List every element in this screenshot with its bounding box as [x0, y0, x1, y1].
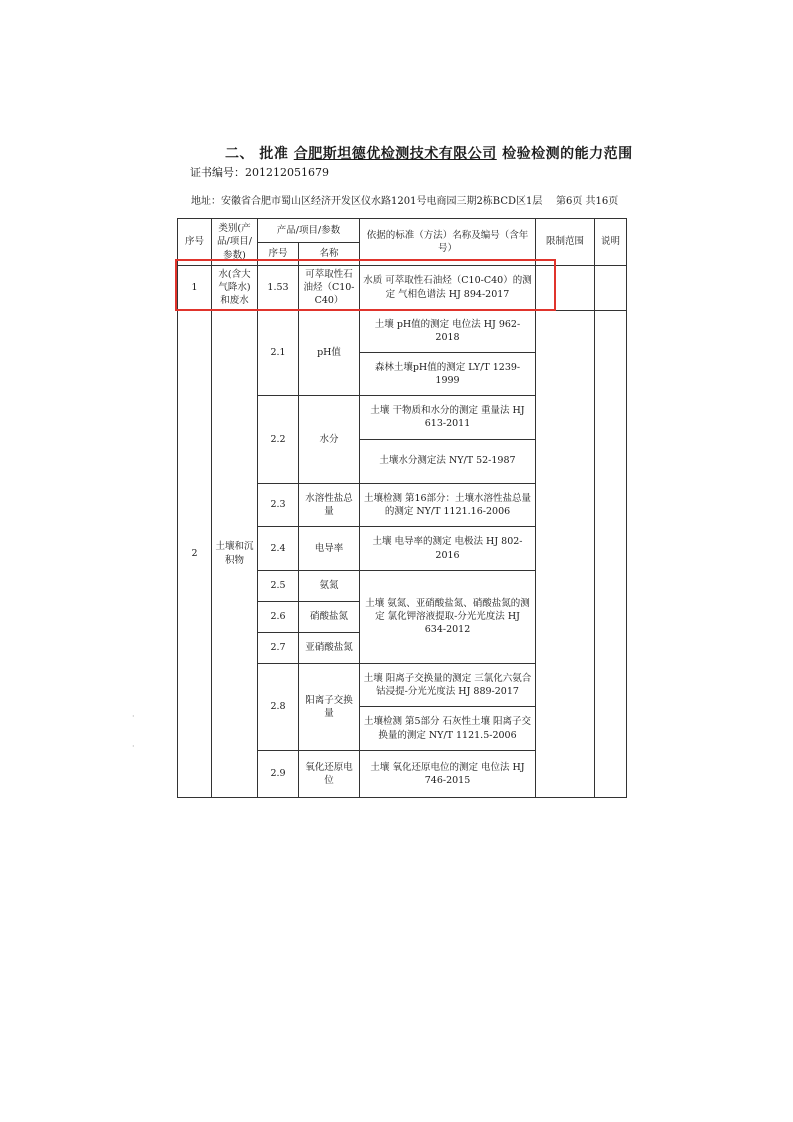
page-title: [225, 143, 633, 163]
item-no: 2.8: [258, 663, 299, 751]
col-note: 说明: [595, 219, 627, 266]
page-info: 第6页 共16页: [556, 196, 619, 207]
col-limit: 限制范围: [536, 219, 595, 266]
item-no: 2.3: [258, 483, 299, 527]
item-no: 1.53: [258, 265, 299, 310]
item-no: 2.9: [258, 751, 299, 798]
item-standard: 森林土壤pH值的测定 LY/T 1239-1999: [360, 353, 536, 396]
item-name: 电导率: [299, 527, 360, 571]
item-name: 水分: [299, 396, 360, 484]
item-no: 2.2: [258, 396, 299, 484]
group-seq: 2: [178, 310, 212, 797]
item-name: 氨氮: [299, 571, 360, 602]
item-name: 可萃取性石油烃（C10-C40）: [299, 265, 360, 310]
col-standard: 依据的标准（方法）名称及编号（含年号）: [360, 219, 536, 266]
cert-value: 201212051679: [245, 166, 329, 179]
item-name: 阳离子交换量: [299, 663, 360, 751]
title-prefix: 二、 批准: [225, 146, 289, 162]
item-standard: 水质 可萃取性石油烃（C10-C40）的测定 气相色谱法 HJ 894-2017: [360, 265, 536, 310]
item-name: 水溶性盐总量: [299, 483, 360, 527]
item-no: 2.6: [258, 601, 299, 633]
item-standard: 土壤检测 第16部分：土壤水溶性盐总量的测定 NY/T 1121.16-2006: [360, 483, 536, 527]
col-sub-seq: 序号: [258, 243, 299, 265]
group-category: 土壤和沉积物: [212, 310, 258, 797]
item-limit: [536, 310, 595, 797]
item-name: 亚硝酸盐氮: [299, 633, 360, 664]
item-name: 氧化还原电位: [299, 751, 360, 798]
item-standard: 土壤检测 第5部分 石灰性土壤 阳离子交换量的测定 NY/T 1121.5-2006: [360, 707, 536, 751]
scan-mark: ·: [132, 712, 135, 721]
company-name: 合肥斯坦德优检测技术有限公司: [293, 146, 497, 162]
item-standard: 土壤 阳离子交换量的测定 三氯化六氨合钴浸提-分光光度法 HJ 889-2017: [360, 663, 536, 707]
certificate-number: [190, 164, 329, 180]
col-sub-name: 名称: [299, 243, 360, 265]
item-name: 硝酸盐氮: [299, 601, 360, 633]
col-category: 类别(产品/项目/参数): [212, 219, 258, 266]
item-standard: 土壤 干物质和水分的测定 重量法 HJ 613-2011: [360, 396, 536, 440]
item-no: 2.5: [258, 571, 299, 602]
item-no: 2.1: [258, 310, 299, 395]
item-no: 2.7: [258, 633, 299, 664]
item-note: [595, 310, 627, 797]
group-category: 水(含大气降水)和废水: [212, 265, 258, 310]
group-seq: 1: [178, 265, 212, 310]
item-standard: 土壤 氨氮、亚硝酸盐氮、硝酸盐氮的测定 氯化钾溶液提取-分光光度法 HJ 634-2012: [360, 571, 536, 664]
col-product-group: 产品/项目/参数: [258, 219, 360, 243]
address: 地址：安徽省合肥市蜀山区经济开发区仪水路1201号电商园三期2栋BCD区1层: [191, 196, 543, 207]
highlight-box: [175, 259, 556, 311]
item-name: pH值: [299, 310, 360, 395]
scan-mark: ·: [132, 742, 135, 751]
cert-label: 证书编号：: [190, 166, 245, 179]
item-standard: 土壤 电导率的测定 电极法 HJ 802-2016: [360, 527, 536, 571]
item-standard: 土壤 氧化还原电位的测定 电位法 HJ 746-2015: [360, 751, 536, 798]
item-standard: 土壤 pH值的测定 电位法 HJ 962-2018: [360, 310, 536, 353]
title-suffix: 检验检测的能力范围: [502, 146, 633, 162]
table-row: [178, 310, 627, 353]
col-seq: 序号: [178, 219, 212, 266]
item-standard: 土壤水分测定法 NY/T 52-1987: [360, 439, 536, 483]
item-no: 2.4: [258, 527, 299, 571]
item-note: [595, 265, 627, 310]
table-header-row: [178, 219, 627, 243]
